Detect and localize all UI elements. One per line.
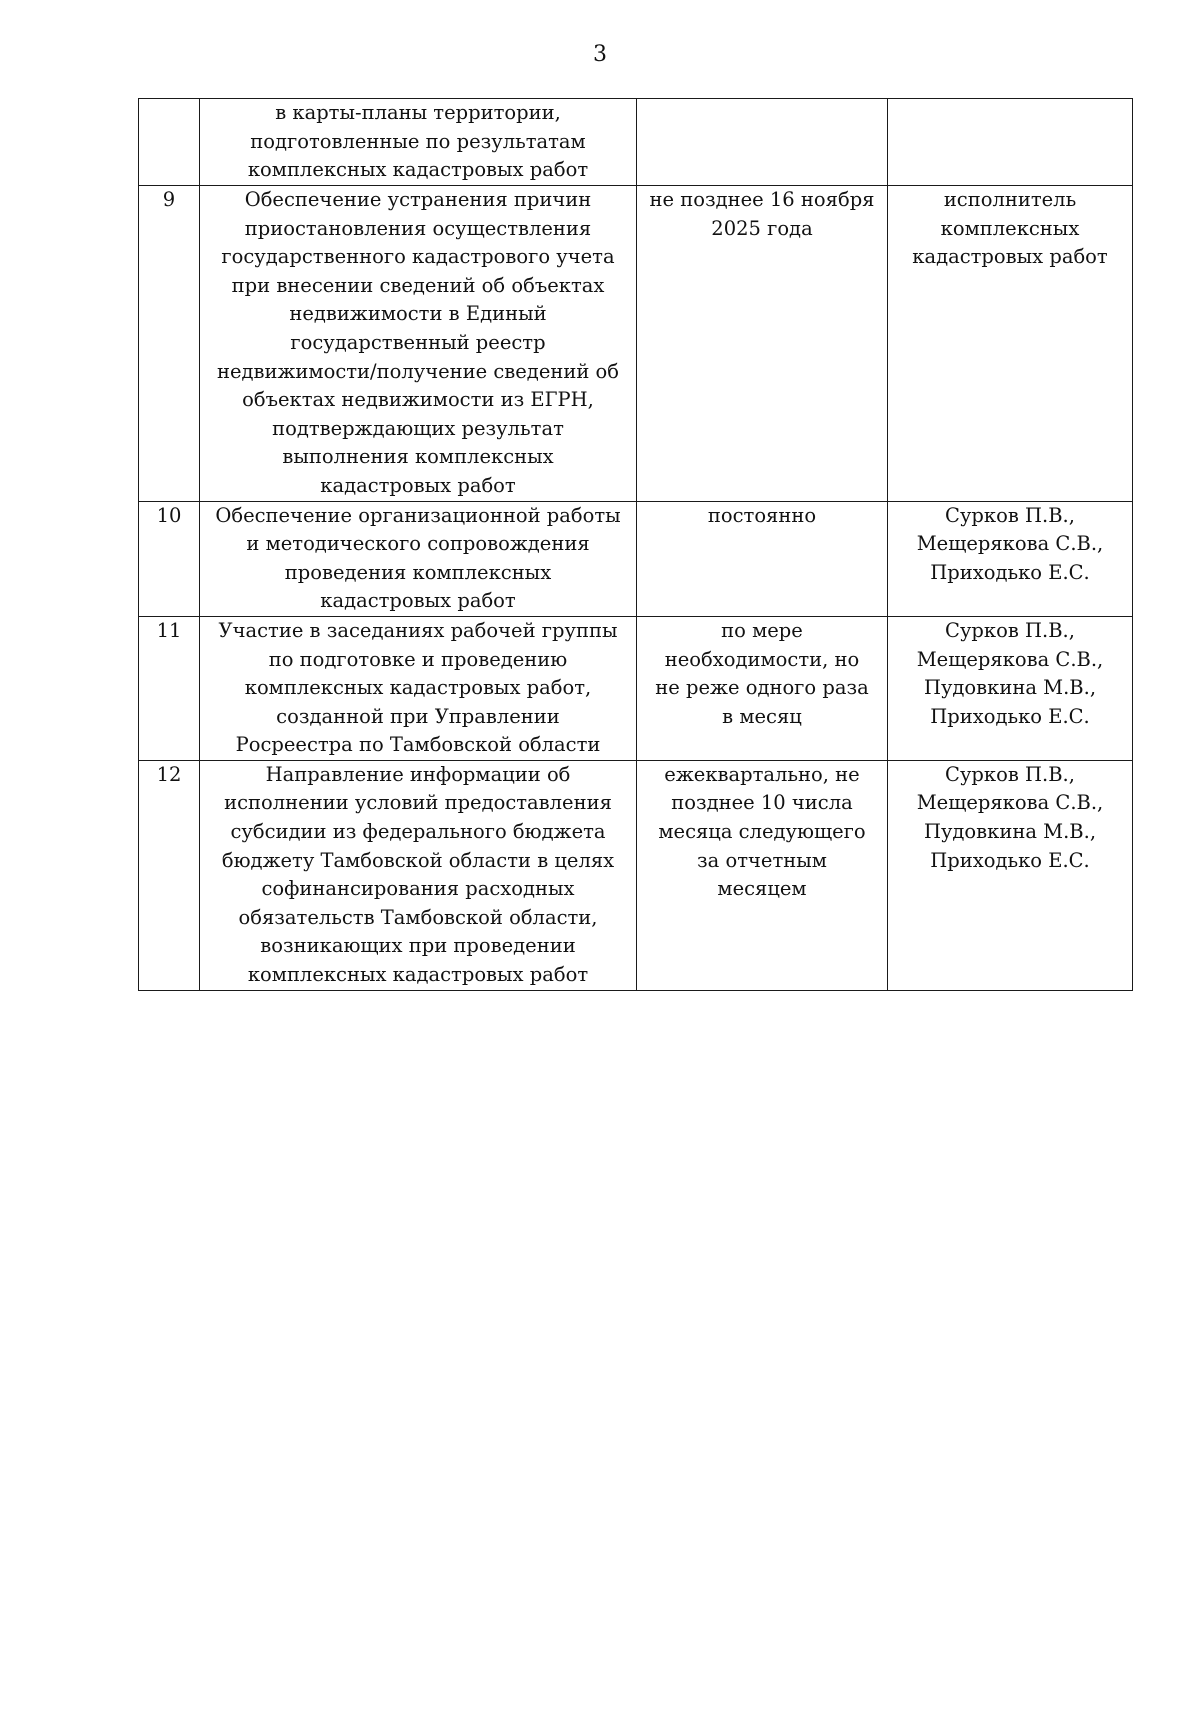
row-number-cell: 11 — [139, 616, 200, 760]
table-row — [139, 616, 1133, 760]
row-number-cell: 10 — [139, 501, 200, 616]
page-number: 3 — [593, 42, 607, 67]
deadline-cell: ежеквартально, не позднее 10 числа месяца следующего за отчетным месяцем — [637, 760, 888, 990]
activity-plan-table — [138, 98, 1133, 991]
deadline-cell — [637, 99, 888, 186]
table-row — [139, 760, 1133, 990]
deadline-cell: постоянно — [637, 501, 888, 616]
task-cell: Участие в заседаниях рабочей группы по подготовке и проведению комплексных кадастровых работ, созданной при Управлении Росреестра по Тамбовской области — [200, 616, 637, 760]
responsible-cell: Сурков П.В., Мещерякова С.В., Приходько Е.С. — [888, 501, 1133, 616]
row-number-cell: 12 — [139, 760, 200, 990]
task-cell: Направление информации об исполнении условий предоставления субсидии из федерального бюджета бюджету Тамбовской области в целях софинансирования расходных обязательств Тамбовской области, возникающих при проведении комплексных кадастровых работ — [200, 760, 637, 990]
responsible-cell — [888, 99, 1133, 186]
table-row — [139, 501, 1133, 616]
row-number-cell — [139, 99, 200, 186]
deadline-cell: не позднее 16 ноября 2025 года — [637, 186, 888, 502]
responsible-cell: Сурков П.В., Мещерякова С.В., Пудовкина М.В., Приходько Е.С. — [888, 616, 1133, 760]
table-row — [139, 99, 1133, 186]
row-number-cell: 9 — [139, 186, 200, 502]
responsible-cell: Сурков П.В., Мещерякова С.В., Пудовкина М.В., Приходько Е.С. — [888, 760, 1133, 990]
table-row — [139, 186, 1133, 502]
responsible-cell: исполнитель комплексных кадастровых работ — [888, 186, 1133, 502]
task-cell: в карты-планы территории, подготовленные по результатам комплексных кадастровых работ — [200, 99, 637, 186]
task-cell: Обеспечение организационной работы и методического сопровождения проведения комплексных кадастровых работ — [200, 501, 637, 616]
deadline-cell: по мере необходимости, но не реже одного раза в месяц — [637, 616, 888, 760]
task-cell: Обеспечение устранения причин приостановления осуществления государственного кадастрового учета при внесении сведений об объектах недвижимости в Единый государственный реестр недвижимости/получение сведений об объектах недвижимости из ЕГРН, подтверждающих результат выполнения комплексных кадастровых работ — [200, 186, 637, 502]
